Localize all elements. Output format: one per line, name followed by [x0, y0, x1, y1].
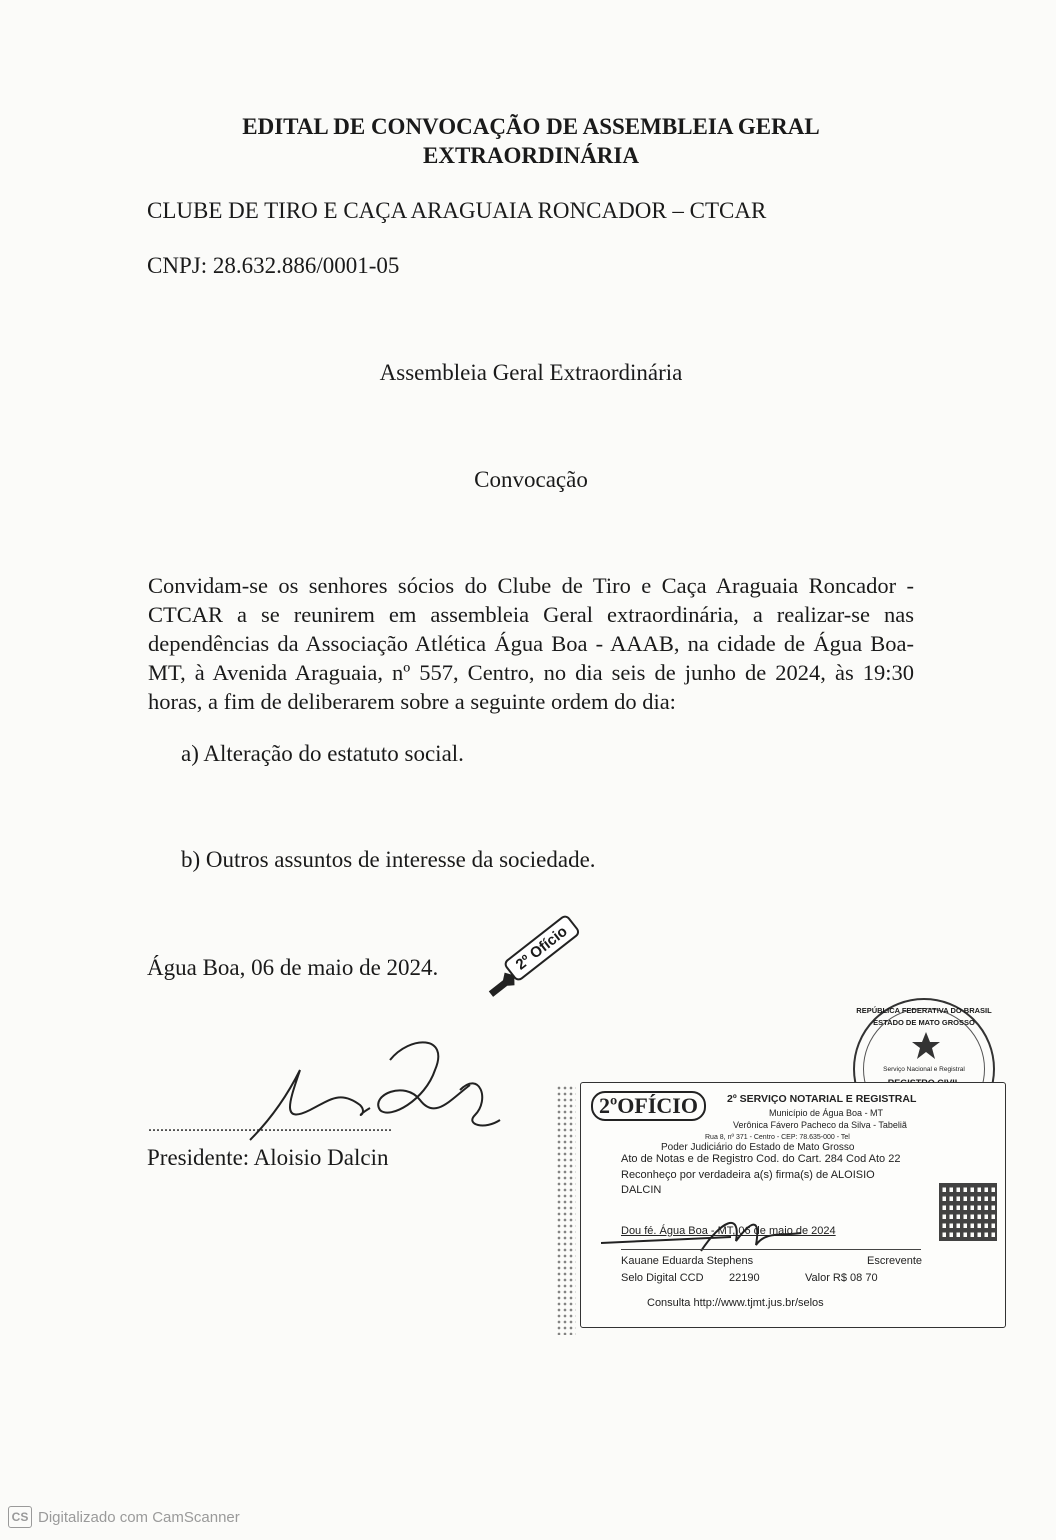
notary-name-cont: DALCIN [621, 1184, 662, 1196]
signer-name: Presidente: Aloisio Dalcin [147, 1145, 389, 1170]
scanner-watermark [8, 1506, 240, 1528]
seal-state: ESTADO DE MATO GROSSO [873, 1018, 975, 1027]
notary-recognition: Reconheço por verdadeira a(s) firma(s) de ALOISIO [621, 1169, 875, 1181]
signature-graphic [220, 1030, 510, 1150]
signature-line: ............................................................. [148, 1118, 392, 1135]
notary-clerk: Kauane Eduarda Stephens [621, 1255, 754, 1267]
body-paragraph: Convidam-se os senhores sócios do Clube de Tiro e Caça Araguaia Roncador - CTCAR a se reunirem em assembleia Geral extraordinária, a realizar-se nas dependências da Associação Atlética Água Boa - AAAB, na cidade de Água Boa-MT, à Avenida Araguaia, nº 557, Centro, no dia seis de junho de 2024, às 19:30 horas, a fim de deliberarem sobre a seguinte ordem do dia: [148, 573, 914, 714]
cnpj: CNPJ: 28.632.886/0001-05 [147, 253, 400, 278]
subsection-title: Convocação [474, 467, 588, 492]
scanner-watermark-text: Digitalizado com CamScanner [38, 1508, 240, 1526]
club-name: CLUBE DE TIRO E CAÇA ARAGUAIA RONCADOR – CTCAR [147, 198, 767, 223]
notary-clerk-role: Escrevente [867, 1255, 923, 1267]
notary-dou-fe: Dou fé. Água Boa - MT, 06 de maio de 2024 [621, 1225, 836, 1237]
notary-consulta: Consulta http://www.tjmt.jus.br/selos [647, 1297, 824, 1309]
document-title-line1: EDITAL DE CONVOCAÇÃO DE ASSEMBLEIA GERAL [242, 114, 820, 139]
seal-republic: REPÚBLICA FEDERATIVA DO BRASIL [856, 1006, 992, 1015]
agenda-item-b: b) Outros assuntos de interesse da sociedade. [181, 847, 596, 872]
section-title: Assembleia Geral Extraordinária [379, 360, 683, 385]
notary-act: Ato de Notas e de Registro Cod. do Cart. 284 Cod Ato 22 [621, 1153, 901, 1165]
seal-service: Serviço Nacional e Registral [883, 1066, 965, 1073]
document-title-line2: EXTRAORDINÁRIA [423, 143, 639, 168]
agenda-item-a: a) Alteração do estatuto social. [181, 741, 464, 766]
camscanner-logo-icon: CS [8, 1506, 32, 1528]
notary-value: Valor R$ 08 70 [805, 1272, 878, 1284]
perforation-dots [556, 1085, 576, 1335]
notary-seal-label: Selo Digital CCD [621, 1272, 704, 1284]
notary-logo: 2ºOFÍCIO [591, 1091, 706, 1121]
date-place: Água Boa, 06 de maio de 2024. [147, 955, 439, 980]
notary-seal-number: 22190 [729, 1272, 760, 1284]
notary-tabeliao: Verônica Fávero Pacheco da Silva - Tabeliã [733, 1120, 907, 1130]
coat-of-arms-icon [910, 1030, 942, 1062]
qr-code [939, 1183, 997, 1241]
notary-stamp [580, 1082, 1006, 1328]
notary-address: Rua 8, nº 371 - Centro - CEP: 78.635-000 - Tel [705, 1134, 850, 1141]
notary-municipality: Município de Água Boa - MT [769, 1108, 884, 1118]
notary-header: 2º SERVIÇO NOTARIAL E REGISTRAL [727, 1093, 917, 1105]
office-tag-stamp [474, 901, 613, 1032]
notary-court: Poder Judiciário do Estado de Mato Grosso [661, 1142, 855, 1153]
office-tag-text: 2º Ofício [502, 914, 581, 983]
